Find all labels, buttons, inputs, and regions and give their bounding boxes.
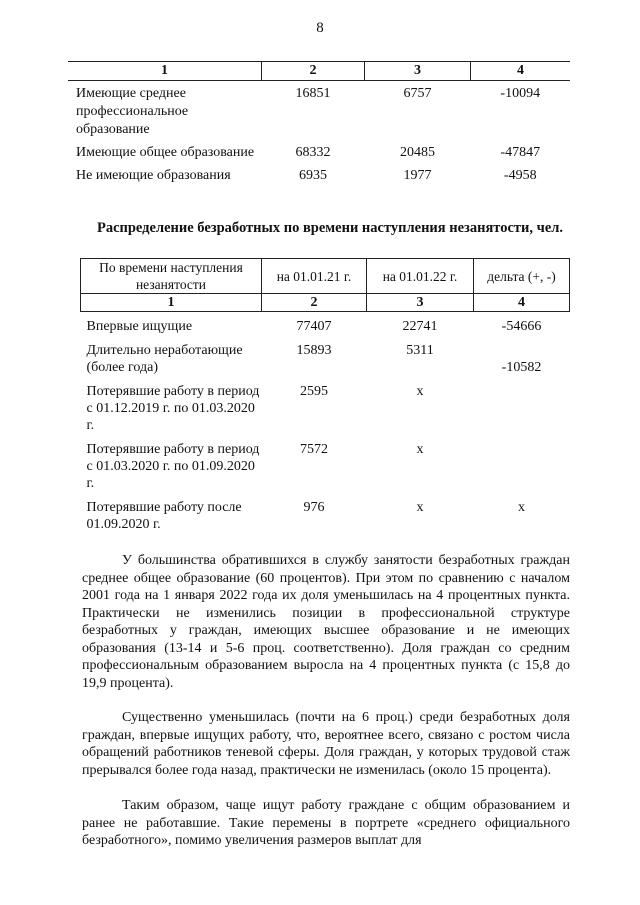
column-header: По времени наступления незанятости xyxy=(81,259,262,294)
table-row xyxy=(81,312,570,336)
cell-value: -4958 xyxy=(503,168,537,183)
table-row xyxy=(68,139,570,162)
table-row xyxy=(81,434,570,492)
cell-value xyxy=(474,434,570,492)
cell-value: -10582 xyxy=(501,360,542,375)
cell-value: -10094 xyxy=(500,86,541,101)
cell-value: х xyxy=(518,500,525,515)
cell-value: х xyxy=(416,442,424,457)
table-caption: Распределение безработных по времени наступления незанятости, чел. xyxy=(96,220,564,236)
cell-value: -47847 xyxy=(500,145,541,160)
body-paragraph: У большинства обратившихся в службу занятости безработных граждан среднее общее образование (60 процентов). При этом по сравнению с началом 2001 года на 1 января 2022 года их доля уменьшилась на 4 процентных пункта. Практически не изменились позиции в профессиональной структуре безработных у граждан, имеющих высшее образование и не имеющих образования (13-14 и 5-6 проц. соответственно). Доля граждан со средним профессиональным образованием выросла на 4 процентных пункта (с 15,8 до 19,9 процента). xyxy=(82,553,570,691)
cell-value: 16851 xyxy=(295,86,331,101)
unemployment-duration-table xyxy=(80,258,570,533)
row-label: Длительно неработающие (более года) xyxy=(86,343,243,375)
table-row xyxy=(81,335,570,376)
column-number: 1 xyxy=(81,294,262,312)
page-number: 8 xyxy=(316,20,324,36)
cell-value: -54666 xyxy=(501,319,542,334)
cell-value: 6935 xyxy=(299,168,327,183)
row-label: Потерявшие работу после 01.09.2020 г. xyxy=(86,500,242,532)
table-row xyxy=(68,162,570,185)
column-header: на 01.01.22 г. xyxy=(367,259,474,294)
table-header-row xyxy=(81,259,570,294)
row-label: Потерявшие работу в период с 01.12.2019 г. по 01.03.2020 г. xyxy=(86,384,260,433)
column-number: 3 xyxy=(367,294,474,312)
column-number: 3 xyxy=(365,62,471,81)
column-number: 4 xyxy=(474,294,570,312)
cell-value: 7572 xyxy=(300,442,328,457)
body-paragraph: Существенно уменьшилась (почти на 6 проц.) среди безработных доля граждан, впервые ищущих работу, что, вероятнее всего, связано с ростом числа обращений работников теневой сферы. Доля граждан, у которых трудовой стаж прерывался более года назад, практически не изменилась (около 15 процента). xyxy=(82,710,570,778)
cell-value: х xyxy=(416,500,424,515)
column-number: 2 xyxy=(262,294,367,312)
cell-value: 976 xyxy=(303,500,325,515)
column-header: на 01.01.21 г. xyxy=(262,259,367,294)
table-row xyxy=(81,376,570,434)
row-label: Потерявшие работу в период с 01.03.2020 г. по 01.09.2020 г. xyxy=(86,442,260,491)
table-row xyxy=(68,81,570,140)
row-label: Впервые ищущие xyxy=(86,319,193,334)
body-paragraph: Таким образом, чаще ищут работу граждане с общим образованием и ранее не работавшие. Такие перемены в портрете «среднего официального безработного», помимо увеличения размеров выплат для xyxy=(82,798,570,848)
cell-value: 68332 xyxy=(295,145,331,160)
table-header-row xyxy=(68,62,570,81)
table-number-row xyxy=(81,294,570,312)
cell-value: 6757 xyxy=(403,86,432,101)
row-label: Имеющие среднее профессиональное образование xyxy=(76,86,189,137)
cell-value: 22741 xyxy=(402,319,438,334)
cell-value xyxy=(474,376,570,434)
cell-value: 2595 xyxy=(300,384,328,399)
cell-value: 5311 xyxy=(406,343,434,358)
cell-value: 1977 xyxy=(403,168,432,183)
column-number: 4 xyxy=(471,62,571,81)
cell-value: 20485 xyxy=(400,145,435,160)
column-number: 1 xyxy=(68,62,262,81)
row-label: Не имеющие образования xyxy=(76,168,231,183)
cell-value: х xyxy=(416,384,424,399)
row-label: Имеющие общее образование xyxy=(76,145,255,160)
column-header: дельта (+, -) xyxy=(474,259,570,294)
cell-value: 15893 xyxy=(296,343,332,358)
column-number: 2 xyxy=(262,62,365,81)
table-row xyxy=(81,492,570,533)
education-table xyxy=(68,61,570,185)
cell-value: 77407 xyxy=(296,319,332,334)
